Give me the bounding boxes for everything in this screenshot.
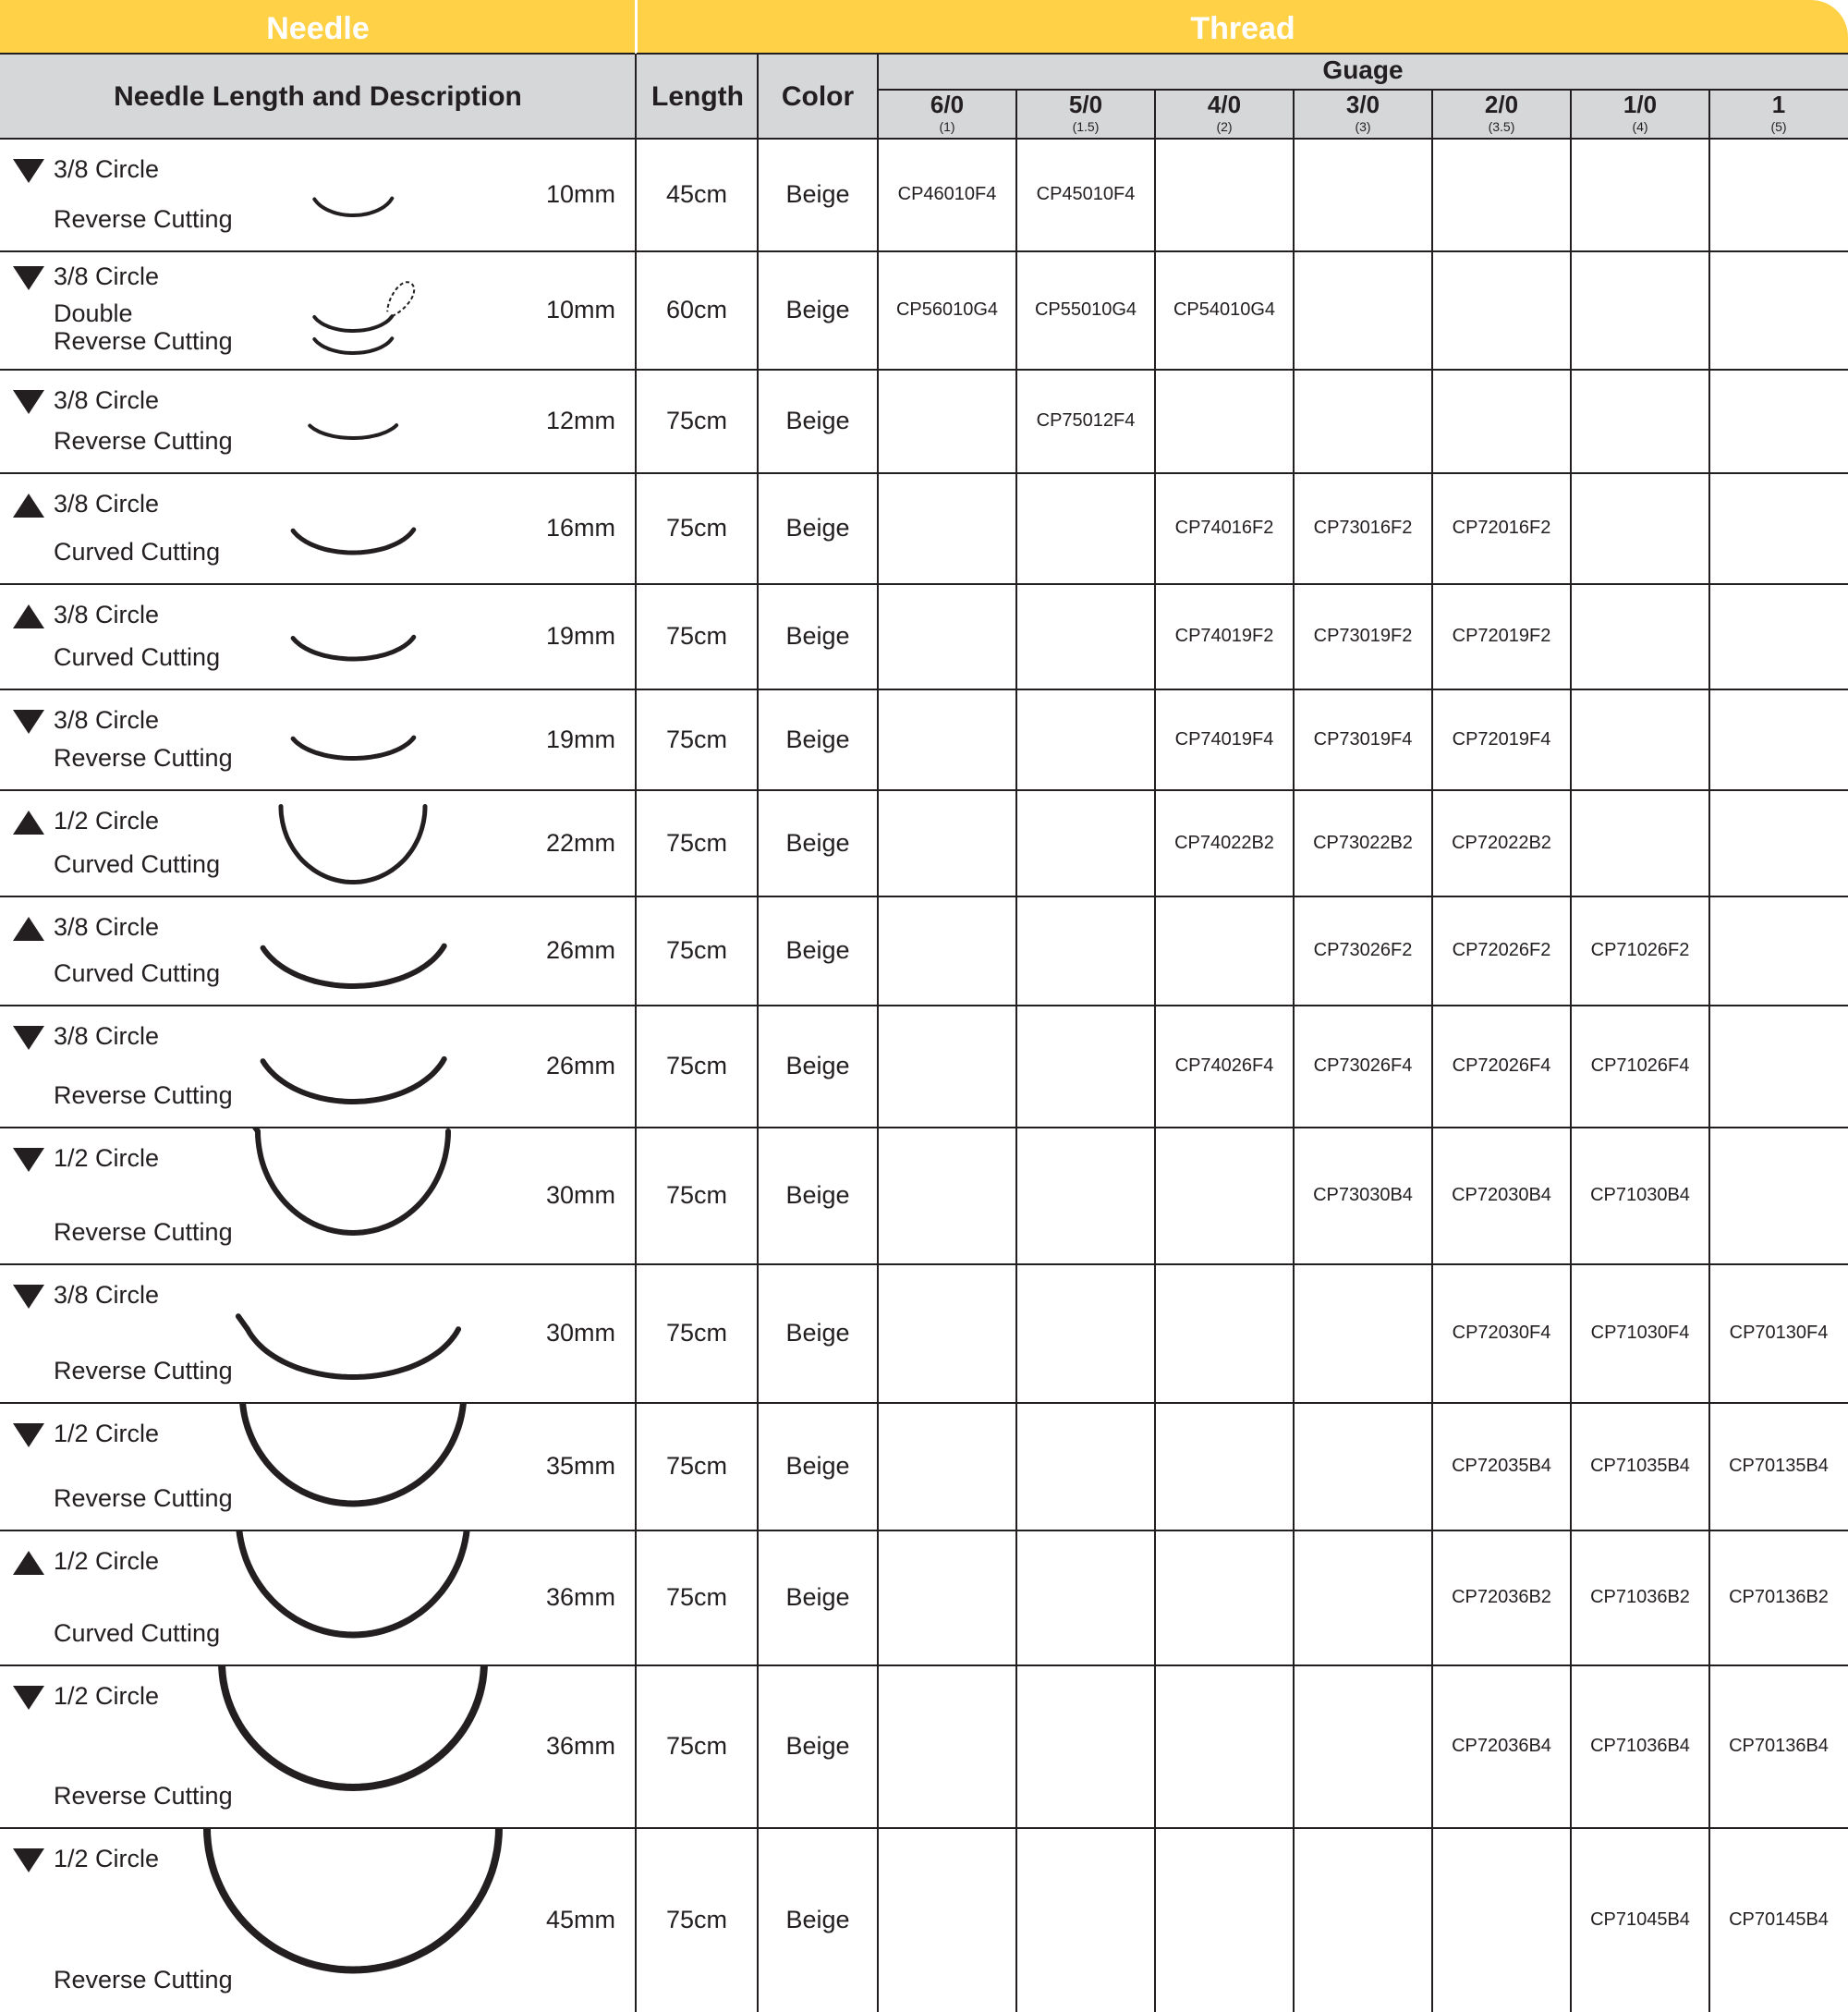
needle-shape: 1/2 Circle [54,807,160,835]
needle-cutting-type: Reverse Cutting [54,427,233,455]
thread-length: 75cm [665,622,728,650]
needle-shape: 3/8 Circle [54,490,160,518]
table-row [0,689,1848,790]
needle-shape: 1/2 Circle [54,1547,160,1575]
gauge-sub-label: (4) [1632,119,1648,134]
needle-shape: 1/2 Circle [54,1682,160,1710]
needle-shape: 3/8 Circle [54,1281,160,1309]
triangle-down-icon [13,1848,44,1872]
needle-size: 19mm [545,725,615,753]
table-row [0,1128,1848,1264]
product-code: CP73019F4 [1313,728,1413,750]
thread-length: 75cm [665,407,728,434]
thread-color: Beige [785,1905,850,1933]
product-code: CP74026F4 [1174,1055,1274,1076]
product-code: CP73016F2 [1313,518,1413,538]
needle-shape: 3/8 Circle [54,386,160,414]
triangle-down-icon [13,159,44,183]
needle-curve-icon [194,1128,508,1264]
table-row [0,584,1848,689]
needle-size: 10mm [545,296,615,323]
needle-size: 22mm [545,828,615,857]
triangle-down-icon [13,1686,44,1710]
needle-cutting-type: Curved Cutting [54,1619,221,1647]
table-row [0,1665,1848,1828]
gauge-label: 6/0 [930,91,965,118]
triangle-down-icon [13,390,44,414]
needle-header: Needle [266,11,370,46]
gauge-label: 1 [1771,91,1786,118]
needle-curve [263,946,444,986]
product-code: CP71045B4 [1590,1908,1690,1930]
thread-length: 75cm [665,725,728,753]
product-code: CP72026F4 [1452,1055,1551,1076]
needle-size: 36mm [545,1583,615,1611]
table-row [0,1403,1848,1530]
needle-shape: 3/8 Circle [54,601,160,628]
thread-color: Beige [785,1319,850,1347]
table-row [0,896,1848,1006]
needle-curve [281,807,425,883]
product-code: CP71030B4 [1590,1185,1690,1205]
length-column-header: Length [651,81,744,112]
triangle-down-icon [13,710,44,734]
thread-color: Beige [785,1732,850,1760]
needle-size: 36mm [545,1732,615,1760]
needle-curve [310,425,396,438]
needle-curve [314,316,392,331]
needle-curve [258,1131,448,1233]
product-code: CP73022B2 [1313,832,1413,853]
needle-cutting-type: Reverse Cutting [54,1218,233,1246]
thread-color: Beige [785,1181,850,1209]
product-code: CP74019F4 [1174,728,1274,750]
thread-header: Thread [1190,11,1295,46]
product-code: CP46010F4 [897,184,997,204]
product-code: CP71030F4 [1590,1323,1690,1343]
table-row [0,1264,1848,1403]
product-code: CP70130F4 [1729,1323,1829,1343]
product-code: CP55010G4 [1034,299,1137,320]
needle-curve-icon [194,790,508,896]
product-code: CP72035B4 [1452,1456,1551,1476]
gauge-label: 2/0 [1484,91,1519,118]
product-code: CP56010G4 [895,299,999,320]
thread-color: Beige [785,828,850,857]
thread-color: Beige [785,622,850,650]
triangle-down-icon [13,1423,44,1447]
needle-size: 26mm [545,1052,615,1079]
product-code: CP74016F2 [1174,518,1274,538]
product-code: CP70145B4 [1729,1908,1829,1930]
product-code: CP72022B2 [1452,832,1551,853]
product-code: CP71026F4 [1590,1055,1690,1076]
product-code: CP72036B2 [1452,1587,1551,1607]
thread-color: Beige [785,936,850,964]
triangle-up-icon [13,917,44,941]
divider [878,89,1848,91]
needle-curve-icon [194,370,508,473]
needle-curve [293,530,414,553]
thread-color: Beige [785,1052,850,1079]
product-code: CP72019F2 [1452,626,1551,646]
gauge-sub-label: (3.5) [1488,119,1515,134]
description-column-header: Needle Length and Description [114,81,522,112]
needle-curve [293,637,414,659]
needle-size: 10mm [545,180,615,208]
product-code: CP54010G4 [1173,299,1276,320]
thread-length: 75cm [665,828,728,857]
needle-curve [207,1828,499,1970]
gauge-label: 4/0 [1207,91,1242,118]
table-row [0,139,1848,251]
thread-color: Beige [785,514,850,542]
thread-color: Beige [785,296,850,323]
needle-curve-icon [194,1828,508,2012]
gauge-sub-label: (1) [939,119,955,134]
product-code: CP45010F4 [1036,184,1136,204]
thread-color: Beige [785,180,850,208]
product-code: CP72019F4 [1452,728,1551,750]
needle-shape: 1/2 Circle [54,1420,160,1447]
thread-color: Beige [785,1452,850,1480]
thread-color: Beige [785,725,850,753]
gauge-label: 1/0 [1623,91,1658,118]
thread-length: 75cm [665,1732,728,1760]
needle-size: 26mm [545,936,615,964]
needle-size: 35mm [545,1452,615,1480]
needle-cutting-type: Reverse Cutting [54,1484,233,1512]
needle-cutting-type: Reverse Cutting [54,1081,233,1109]
triangle-down-icon [13,1026,44,1050]
triangle-down-icon [13,266,44,290]
product-code: CP73030B4 [1313,1185,1413,1205]
needle-shape: 1/2 Circle [54,1144,160,1172]
product-code: CP72016F2 [1452,518,1551,538]
triangle-up-icon [13,811,44,835]
product-code: CP72036B4 [1452,1736,1551,1756]
thread-color: Beige [785,1583,850,1611]
needle-size: 45mm [545,1905,615,1933]
needle-curve-icon [194,1530,508,1665]
thread-length: 45cm [665,180,728,208]
needle-curve-icon [194,1264,508,1403]
gauge-sub-label: (2) [1216,119,1233,134]
thread-length: 75cm [665,1452,728,1480]
needle-curve [238,1530,468,1635]
thread-length: 75cm [665,1583,728,1611]
needle-curve-icon [194,1403,508,1530]
product-code: CP72030F4 [1452,1323,1551,1343]
color-column-header: Color [781,81,855,112]
needle-cutting-type: Reverse Cutting [54,1966,233,1994]
needle-cutting-type: Reverse Cutting [54,1782,233,1810]
needle-curve [293,738,414,758]
table-row [0,1006,1848,1128]
needle-curve-icon [194,896,508,1006]
gauge-sub-label: (3) [1355,119,1371,134]
product-code: CP71035B4 [1590,1456,1690,1476]
gauge-sub-label: (5) [1770,119,1787,134]
triangle-down-icon [13,1285,44,1309]
needle-curve-icon [194,473,508,584]
needle-curve-icon [194,1665,508,1828]
needle-shape: 3/8 Circle [54,913,160,941]
thread-length: 75cm [665,1319,728,1347]
thread-length: 75cm [665,1052,728,1079]
needle-curve-icon [194,251,508,370]
gauge-label: 5/0 [1068,91,1103,118]
needle-cutting-type: Curved Cutting [54,850,221,878]
needle-curve-icon [194,1006,508,1128]
needle-curve-icon [194,689,508,790]
gauge-label: 3/0 [1345,91,1380,118]
needle-cutting-type: Reverse Cutting [54,205,233,233]
product-code: CP74022B2 [1174,832,1274,853]
needle-size: 12mm [545,407,615,434]
product-code: CP71036B2 [1590,1587,1690,1607]
product-code: CP73026F2 [1313,940,1413,960]
needle-curve [248,1329,458,1377]
table-row [0,473,1848,584]
table-row [0,1530,1848,1665]
product-code: CP70136B2 [1729,1587,1829,1607]
needle-curve [314,199,392,215]
table-row [0,790,1848,896]
triangle-up-icon [13,1551,44,1575]
needle-shape: 3/8 Circle [54,1022,160,1050]
needle-cutting-type: Curved Cutting [54,538,221,566]
product-code: CP72030B4 [1452,1185,1551,1205]
triangle-up-icon [13,494,44,518]
needle-variant: Double [54,299,133,327]
needle-shape: 3/8 Circle [54,155,160,183]
gauge-header: Guage [1322,55,1404,84]
needle-curve [263,1059,444,1102]
thread-color: Beige [785,407,850,434]
needle-curve-icon [194,139,508,251]
table-row [0,251,1848,370]
thread-length: 75cm [665,936,728,964]
needle-cutting-type: Reverse Cutting [54,327,233,355]
needle-cutting-type: Reverse Cutting [54,744,233,772]
product-code: CP74019F2 [1174,626,1274,646]
product-code: CP75012F4 [1036,410,1136,431]
needle-shape: 1/2 Circle [54,1845,160,1872]
product-code: CP71026F2 [1590,940,1690,960]
thread-length: 60cm [665,296,728,323]
needle-size: 30mm [545,1319,615,1347]
divider [0,53,1848,55]
table-row [0,370,1848,473]
needle-curve [242,1403,464,1504]
table-row [0,1828,1848,2012]
gauge-sub-label: (1.5) [1072,119,1100,134]
needle-size: 19mm [545,622,615,650]
product-code: CP73026F4 [1313,1055,1413,1076]
needle-size: 30mm [545,1181,615,1209]
product-code: CP73019F2 [1313,626,1413,646]
thread-length: 75cm [665,1181,728,1209]
product-code: CP71036B4 [1590,1736,1690,1756]
thread-length: 75cm [665,514,728,542]
needle-curve [222,1665,484,1787]
needle-curve-icon [194,584,508,689]
product-code: CP70136B4 [1729,1736,1829,1756]
needle-cutting-type: Curved Cutting [54,643,221,671]
product-code: CP70135B4 [1729,1456,1829,1476]
needle-cutting-type: Curved Cutting [54,959,221,987]
thread-length: 75cm [665,1905,728,1933]
needle-shape: 3/8 Circle [54,262,160,290]
needle-shape: 3/8 Circle [54,706,160,734]
needle-cutting-type: Reverse Cutting [54,1357,233,1384]
product-code: CP72026F2 [1452,940,1551,960]
triangle-up-icon [13,604,44,628]
triangle-down-icon [13,1148,44,1172]
needle-size: 16mm [545,514,615,542]
